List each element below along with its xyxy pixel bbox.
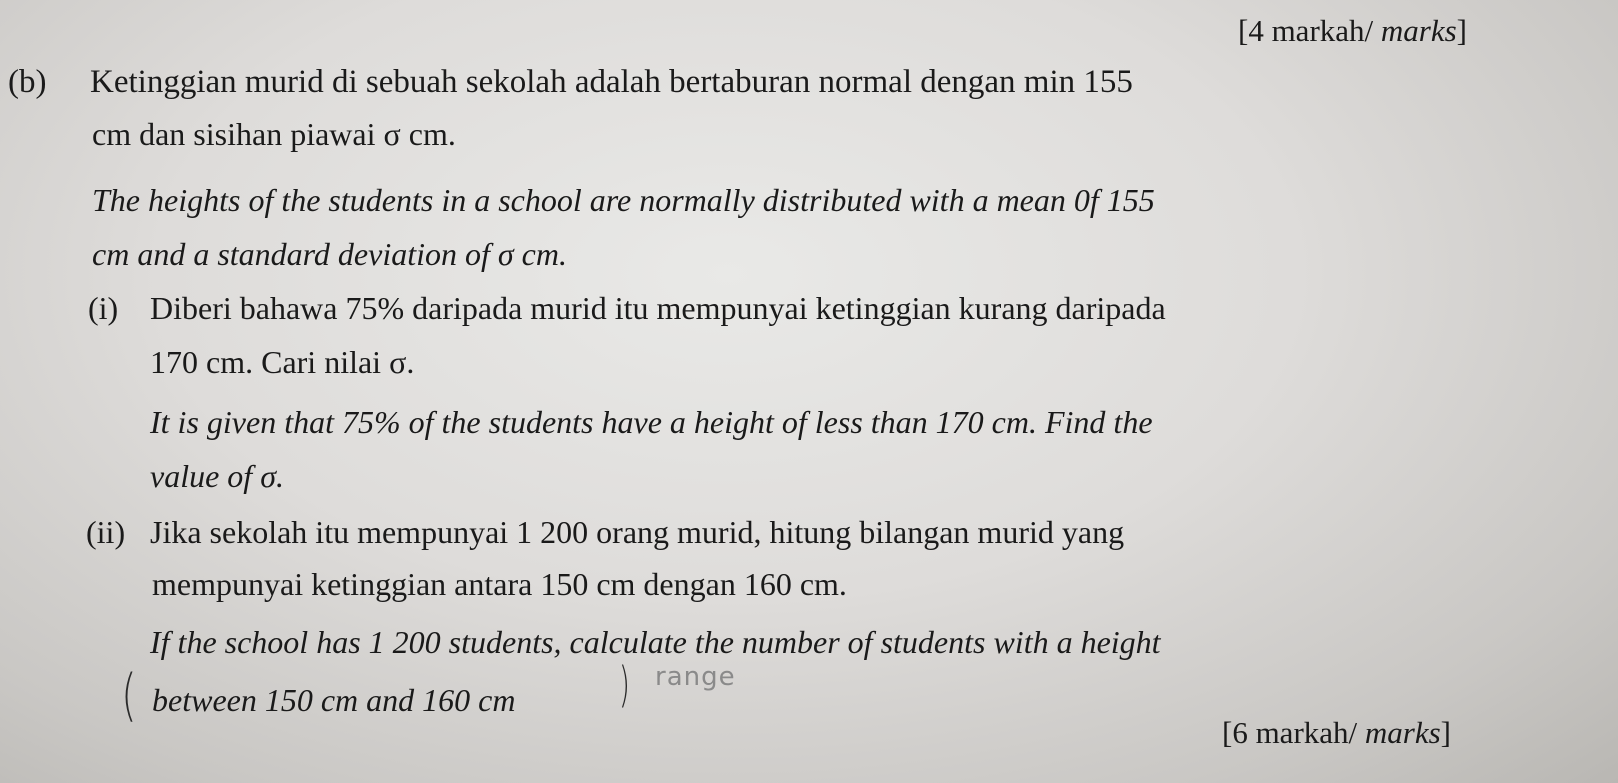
handwritten-range-note: range (655, 662, 736, 692)
part-ii-malay-line2: mempunyai ketinggian antara 150 cm dengan 160 cm. (152, 566, 847, 602)
part-i-malay-line1 (88, 288, 1166, 328)
marks-top-italic: marks (1380, 13, 1457, 48)
part-ii-malay-line1 (86, 512, 1124, 552)
part-i-english-line2: value of σ. (150, 458, 284, 494)
part-i-label: (i) (88, 290, 119, 326)
part-b-english-line1: The heights of the students in a school are normally distributed with a mean 0f 155 (92, 182, 1155, 218)
marks-bottom-prefix: [6 markah/ (1222, 715, 1365, 750)
part-ii-english-line2: between 150 cm and 160 cm (152, 682, 516, 718)
part-i-malay-line2: 170 cm. Cari nilai σ. (150, 344, 415, 380)
marks-top-prefix: [4 markah/ (1238, 13, 1381, 48)
marks-top (1238, 12, 1467, 50)
part-ii-label: (ii) (86, 514, 126, 550)
handwritten-left-paren: ( (121, 663, 137, 728)
marks-bottom-suffix: ] (1440, 715, 1451, 750)
marks-bottom (1222, 714, 1451, 752)
part-i-malay-text1: Diberi bahawa 75% daripada murid itu mempunyai ketinggian kurang daripada (150, 290, 1166, 326)
handwritten-right-paren: ) (618, 657, 630, 713)
marks-top-suffix: ] (1456, 13, 1467, 48)
part-i-english-line1: It is given that 75% of the students have a height of less than 170 cm. Find the (150, 404, 1153, 440)
part-b-english-line2: cm and a standard deviation of σ cm. (92, 236, 567, 272)
part-ii-english-line1: If the school has 1 200 students, calculate the number of students with a height (150, 624, 1161, 660)
part-b-malay-text1: Ketinggian murid di sebuah sekolah adalah bertaburan normal dengan min 155 (90, 64, 1133, 100)
part-ii-malay-text1: Jika sekolah itu mempunyai 1 200 orang murid, hitung bilangan murid yang (150, 514, 1125, 550)
part-b-label: (b) (8, 64, 47, 100)
part-b-malay-line2: cm dan sisihan piawai σ cm. (92, 116, 456, 152)
marks-bottom-italic: marks (1364, 715, 1441, 750)
part-b-malay-line1 (8, 62, 1133, 102)
